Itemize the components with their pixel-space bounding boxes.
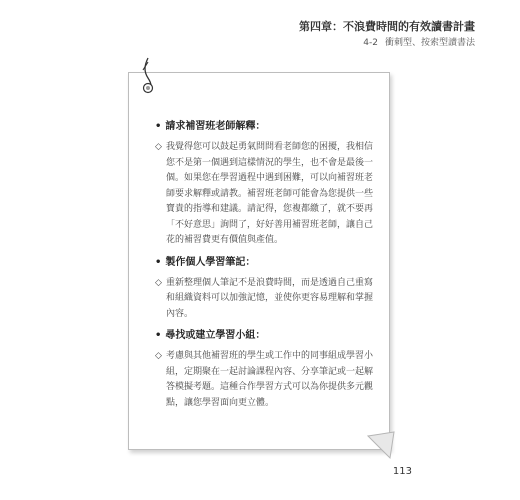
item-heading: 尋找或建立學習小組： [165, 330, 266, 341]
page-curl-icon [366, 430, 396, 460]
bullet-icon: • [155, 330, 162, 341]
section-line [299, 37, 475, 49]
diamond-icon: ◇ [155, 277, 162, 288]
note-card [128, 72, 390, 450]
list-item [155, 329, 377, 411]
diamond-icon: ◇ [155, 142, 162, 152]
list-item [155, 256, 377, 323]
note-content [155, 120, 377, 418]
item-heading: 請求補習班老師解釋： [165, 121, 266, 132]
chapter-title: 第四章：不浪費時間的有效讀書計畫 [299, 20, 475, 33]
page-header [299, 20, 475, 49]
list-item [155, 120, 377, 249]
section-title: 衝刺型、按索型讀書法 [384, 38, 475, 48]
item-heading: 製作個人學習筆記： [165, 256, 256, 268]
bullet-icon: • [155, 121, 162, 132]
page-number: 113 [392, 466, 412, 477]
item-body: 考慮與其他補習班的學生或工作中的同事組成學習小組，定期聚在一起討論課程內容、分享筆記或一起解答模擬考題。這種合作學習方式可以為你提供多元觀點，讓您學習面向更立體。 [166, 351, 374, 408]
diamond-icon: ◇ [155, 351, 162, 361]
item-body: 我覺得您可以鼓起勇氣問問看老師您的困擾，我相信您不是第一個遇到這樣情況的學生，也不會是最後一個。如果您在學習過程中遇到困難，可以向補習班老師要求解釋或請教。補習班老師可能會為您提供一些寶貴的指導和建議。請記得，您複都繳了，就不要再「不好意思」詢問了，好好善用補習班老師，讓自己花的補習費更有價值與產值。 [166, 142, 374, 245]
section-number: 4-2 [363, 38, 378, 48]
paper-clip-icon [134, 56, 162, 100]
item-body: 重新整理個人筆記不是浪費時間，而是透過自己重寫和組織資料可以加強記憶，並使你更容易理解和掌握內容。 [166, 277, 374, 319]
bullet-icon: • [155, 256, 162, 268]
